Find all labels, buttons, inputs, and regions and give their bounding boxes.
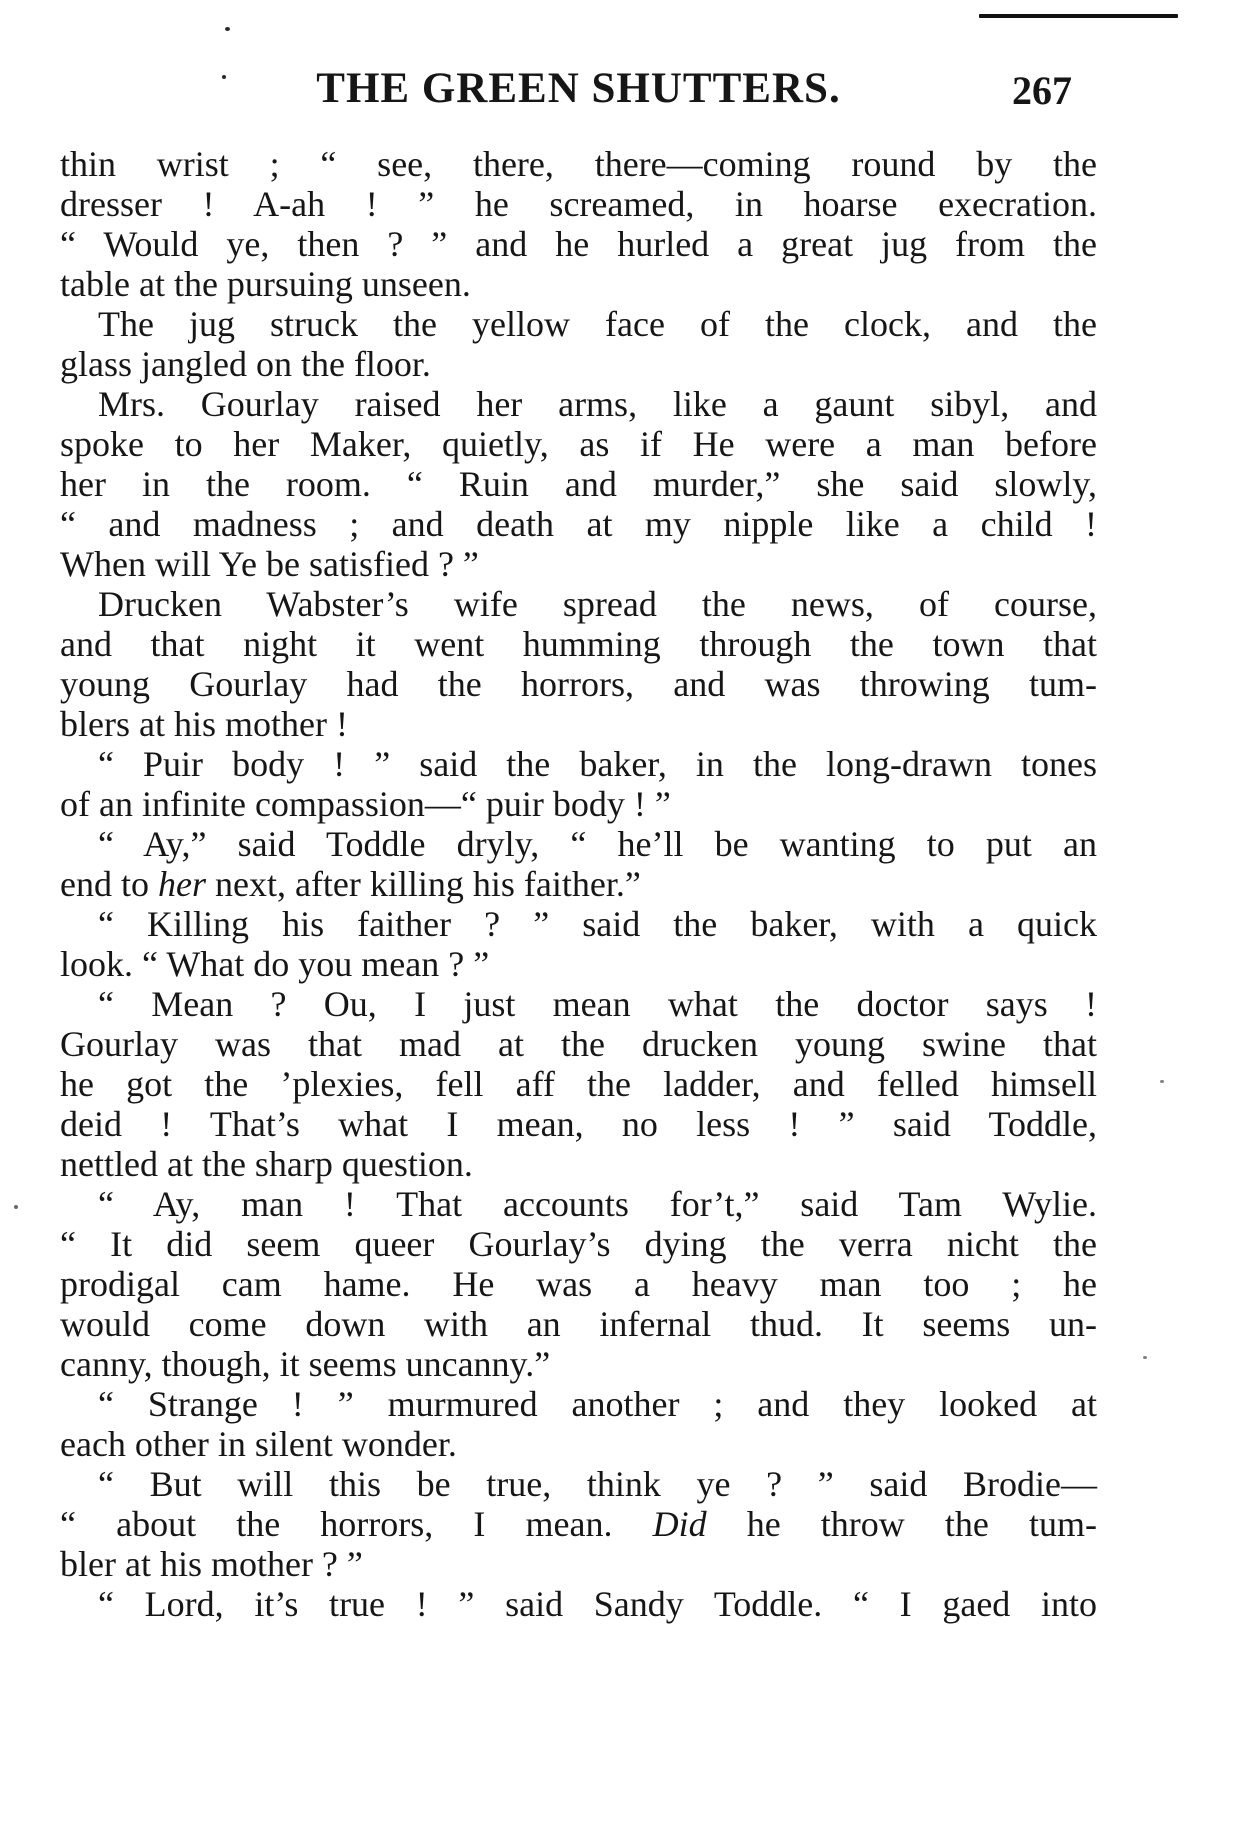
page-title: THE GREEN SHUTTERS. <box>316 65 841 112</box>
text-segment: “ and madness ; and death at my nipple like a child ! <box>60 504 1097 544</box>
text-line <box>60 1304 1097 1344</box>
text-segment: would come down with an infernal thud. It seems un- <box>60 1304 1097 1344</box>
text-segment: The jug struck the yellow face of the clock, and the <box>98 304 1097 344</box>
text-line <box>60 1344 1097 1384</box>
text-segment: nettled at the sharp question. <box>60 1144 473 1184</box>
text-line <box>60 344 1097 384</box>
text-segment: prodigal cam hame. He was a heavy man too ; he <box>60 1264 1097 1304</box>
text-segment: “ Ay,” said Toddle dryly, “ he’ll be wanting to put an <box>98 824 1097 864</box>
text-segment: “ But will this be true, think ye ? ” said Brodie— <box>98 1464 1097 1504</box>
text-line <box>60 1224 1097 1264</box>
text-line <box>60 1584 1097 1624</box>
text-segment: canny, though, it seems uncanny.” <box>60 1344 551 1384</box>
page-body <box>60 144 1097 1624</box>
text-line <box>60 1264 1097 1304</box>
text-segment: next, after killing his faither.” <box>205 864 641 904</box>
text-segment: “ Killing his faither ? ” said the baker, with a quick <box>98 904 1097 944</box>
text-segment: deid ! That’s what I mean, no less ! ” said Toddle, <box>60 1104 1097 1144</box>
text-line <box>60 1024 1097 1064</box>
text-segment: glass jangled on the floor. <box>60 344 431 384</box>
text-segment: he throw the tum- <box>706 1504 1097 1544</box>
text-line <box>60 1544 1097 1584</box>
text-line <box>60 1464 1097 1504</box>
italic-text: her <box>157 864 206 904</box>
text-segment: look. “ What do you mean ? ” <box>60 944 490 984</box>
text-line <box>60 1424 1097 1464</box>
page-number: 267 <box>1012 68 1072 113</box>
text-segment: “ Lord, it’s true ! ” said Sandy Toddle. “ I gaed into <box>98 1584 1097 1624</box>
text-line <box>60 504 1097 544</box>
text-line <box>60 1104 1097 1144</box>
text-line <box>60 224 1097 264</box>
text-line <box>60 1144 1097 1184</box>
text-line <box>60 144 1097 184</box>
text-line <box>60 944 1097 984</box>
text-segment: “ Would ye, then ? ” and he hurled a great jug from the <box>60 224 1097 264</box>
text-segment: bler at his mother ? ” <box>60 1544 363 1584</box>
text-line <box>60 1504 1097 1544</box>
text-line <box>60 864 1097 904</box>
text-line <box>60 264 1097 304</box>
text-line <box>60 384 1097 424</box>
text-segment: “ Ay, man ! That accounts for’t,” said Tam Wylie. <box>98 1184 1097 1224</box>
text-line <box>60 824 1097 864</box>
text-line <box>60 544 1097 584</box>
text-segment: Mrs. Gourlay raised her arms, like a gaunt sibyl, and <box>98 384 1097 424</box>
text-line <box>60 1064 1097 1104</box>
text-line <box>60 304 1097 344</box>
text-line <box>60 424 1097 464</box>
text-segment: “ Mean ? Ou, I just mean what the doctor says ! <box>98 984 1097 1024</box>
text-segment: When will Ye be satisfied ? ” <box>60 544 479 584</box>
scan-speck <box>1143 1356 1147 1359</box>
text-line <box>60 184 1097 224</box>
text-segment: dresser ! A-ah ! ” he screamed, in hoarse execration. <box>60 184 1097 224</box>
scan-speck <box>1160 1080 1164 1083</box>
text-segment: thin wrist ; “ see, there, there—coming round by the <box>60 144 1097 184</box>
text-line <box>60 904 1097 944</box>
text-segment: “ Strange ! ” murmured another ; and they looked at <box>98 1384 1097 1424</box>
text-segment: each other in silent wonder. <box>60 1424 457 1464</box>
text-line <box>60 1384 1097 1424</box>
text-line <box>60 1184 1097 1224</box>
text-segment: Drucken Wabster’s wife spread the news, of course, <box>98 584 1097 624</box>
text-segment: and that night it went humming through the town that <box>60 624 1097 664</box>
running-header <box>60 64 1097 118</box>
scan-speck <box>225 27 230 31</box>
text-segment: her in the room. “ Ruin and murder,” she said slowly, <box>60 464 1097 504</box>
text-segment: spoke to her Maker, quietly, as if He were a man before <box>60 424 1097 464</box>
text-segment: Gourlay was that mad at the drucken young swine that <box>60 1024 1097 1064</box>
text-line <box>60 664 1097 704</box>
top-rule <box>979 14 1178 18</box>
text-segment: end to <box>60 864 158 904</box>
text-segment: he got the ’plexies, fell aff the ladder, and felled himsell <box>60 1064 1097 1104</box>
text-segment: “ about the horrors, I mean. <box>60 1504 653 1544</box>
text-segment: blers at his mother ! <box>60 704 348 744</box>
scan-speck <box>14 1205 18 1209</box>
text-segment: “ It did seem queer Gourlay’s dying the verra nicht the <box>60 1224 1097 1264</box>
text-line <box>60 704 1097 744</box>
text-line <box>60 984 1097 1024</box>
text-line <box>60 464 1097 504</box>
text-segment: young Gourlay had the horrors, and was throwing tum- <box>60 664 1097 704</box>
text-line <box>60 624 1097 664</box>
text-line <box>60 784 1097 824</box>
text-segment: table at the pursuing unseen. <box>60 264 471 304</box>
text-line <box>60 584 1097 624</box>
text-line <box>60 744 1097 784</box>
text-segment: “ Puir body ! ” said the baker, in the long-drawn tones <box>98 744 1097 784</box>
text-segment: of an infinite compassion—“ puir body ! ” <box>60 784 671 824</box>
italic-text: Did <box>652 1504 707 1544</box>
